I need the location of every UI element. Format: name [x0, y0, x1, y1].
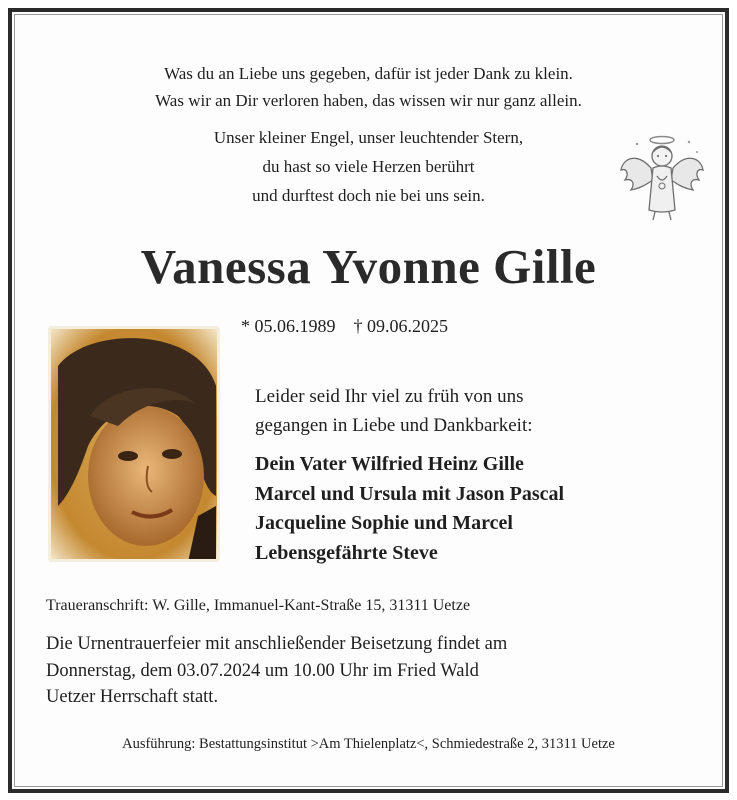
mourning-address: Traueranschrift: W. Gille, Immanuel-Kant-Straße 15, 31311 Uetze — [46, 597, 471, 614]
angel-icon — [617, 130, 707, 226]
mourner-line: Jacqueline Sophie und Marcel — [255, 512, 513, 534]
poem-line: Was du an Liebe uns gegeben, dafür ist jeder Dank zu klein. — [164, 64, 573, 83]
birth-date: * 05.06.1989 — [241, 316, 336, 336]
deceased-name: Vanessa Yvonne Gille — [140, 239, 597, 294]
funeral-home-footer: Ausführung: Bestattungsinstitut >Am Thielenplatz<, Schmiedestraße 2, 31311 Uetze — [122, 736, 615, 752]
poem-top — [0, 60, 737, 114]
mourner-line: Dein Vater Wilfried Heinz Gille — [255, 453, 524, 475]
ceremony-line: Uetzer Herrschaft statt. — [46, 687, 219, 707]
farewell-line: gegangen in Liebe und Dankbarkeit: — [255, 415, 533, 436]
mourner-line: Lebensgefährte Steve — [255, 541, 438, 564]
life-dates — [241, 316, 466, 337]
poem-line: und durftest doch nie bei uns sein. — [252, 186, 485, 205]
poem-line: Unser kleiner Engel, unser leuchtender Stern, — [213, 128, 524, 147]
ceremony-line: Die Urnentrauerfeier mit anschließender Beisetzung findet am — [46, 634, 508, 654]
ceremony-line: Donnerstag, dem 03.07.2024 um 10.00 Uhr im Fried Wald — [46, 660, 479, 681]
poem-line: Was wir an Dir verloren haben, das wissen wir nur ganz allein. — [155, 91, 582, 110]
death-date: † 09.06.2025 — [353, 316, 448, 336]
mourners-list — [255, 450, 564, 568]
poem-line: du hast so viele Herzen berührt — [262, 157, 475, 176]
farewell-line: Leider seid Ihr viel zu früh von uns — [255, 386, 524, 407]
farewell-text — [255, 382, 533, 440]
ceremony-info — [46, 631, 507, 711]
mourner-line: Marcel und Ursula mit Jason Pascal — [255, 482, 565, 505]
portrait-photo — [48, 326, 220, 562]
